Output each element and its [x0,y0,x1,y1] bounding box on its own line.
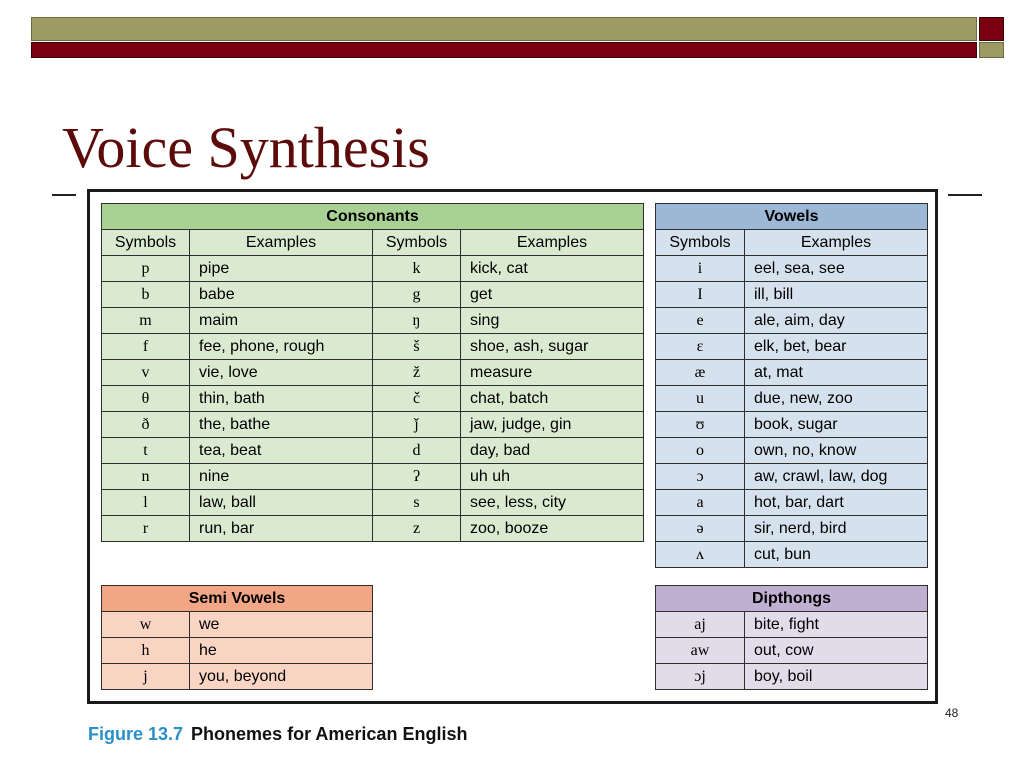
table-row [102,490,644,516]
phoneme-example: sir, nerd, bird [745,516,928,542]
table-row [102,412,644,438]
column-header: Examples [461,230,644,256]
phoneme-symbol: g [373,282,461,308]
table-row [656,464,928,490]
phoneme-symbol: u [656,386,745,412]
top-red-bar [31,42,977,58]
dipthongs-title: Dipthongs [656,586,928,612]
column-header: Examples [745,230,928,256]
consonants-table [101,203,644,542]
table-row [656,412,928,438]
table-row [656,282,928,308]
table-row [656,664,928,690]
table-row [656,490,928,516]
phoneme-example: jaw, judge, gin [461,412,644,438]
table-row [656,256,928,282]
table-row [656,308,928,334]
phoneme-symbol: I [656,282,745,308]
table-row [102,282,644,308]
phoneme-symbol: k [373,256,461,282]
table-row [102,516,644,542]
phoneme-symbol: č [373,386,461,412]
title-rule-left [52,194,76,196]
phoneme-symbol: aw [656,638,745,664]
phoneme-symbol: i [656,256,745,282]
phoneme-symbol: t [102,438,190,464]
phoneme-example: babe [190,282,373,308]
table-row [102,256,644,282]
table-row [102,308,644,334]
phoneme-symbol: n [102,464,190,490]
phoneme-example: at, mat [745,360,928,386]
phoneme-symbol: ε [656,334,745,360]
phoneme-symbol: l [102,490,190,516]
table-row [102,438,644,464]
dipthongs-table [655,585,928,690]
phoneme-example: aw, crawl, law, dog [745,464,928,490]
table-row [102,612,373,638]
phoneme-example: hot, bar, dart [745,490,928,516]
phoneme-symbol: θ [102,386,190,412]
table-row [656,516,928,542]
table-row [656,438,928,464]
phoneme-example: get [461,282,644,308]
phoneme-example: run, bar [190,516,373,542]
phoneme-symbol: o [656,438,745,464]
phoneme-example: we [190,612,373,638]
phoneme-symbol: ŋ [373,308,461,334]
slide-title: Voice Synthesis [62,115,430,180]
table-row [656,386,928,412]
phoneme-example: chat, batch [461,386,644,412]
phoneme-example: vie, love [190,360,373,386]
consonants-title: Consonants [102,204,644,230]
phoneme-symbol: ʔ [373,464,461,490]
phoneme-example: ill, bill [745,282,928,308]
phoneme-symbol: v [102,360,190,386]
table-row [102,638,373,664]
column-header: Symbols [373,230,461,256]
phoneme-example: due, new, zoo [745,386,928,412]
phoneme-example: own, no, know [745,438,928,464]
phoneme-symbol: b [102,282,190,308]
phoneme-example: sing [461,308,644,334]
corner-olive-square [979,42,1004,58]
phoneme-example: boy, boil [745,664,928,690]
figure-caption-text: Phonemes for American English [191,724,468,744]
table-row [102,664,373,690]
table-row [656,612,928,638]
phoneme-example: the, bathe [190,412,373,438]
phoneme-example: thin, bath [190,386,373,412]
phoneme-symbol: f [102,334,190,360]
phoneme-example: bite, fight [745,612,928,638]
phoneme-symbol: ʊ [656,412,745,438]
phoneme-example: pipe [190,256,373,282]
phoneme-symbol: d [373,438,461,464]
phoneme-symbol: j [102,664,190,690]
phoneme-example: elk, bet, bear [745,334,928,360]
table-row [656,334,928,360]
phoneme-symbol: z [373,516,461,542]
semi-vowels-table [101,585,373,690]
phoneme-example: kick, cat [461,256,644,282]
table-row [102,464,644,490]
phoneme-example: uh uh [461,464,644,490]
title-rule-right [948,194,982,196]
phoneme-example: tea, beat [190,438,373,464]
column-header: Examples [190,230,373,256]
phoneme-example: maim [190,308,373,334]
phoneme-symbol: h [102,638,190,664]
phoneme-symbol: ɔj [656,664,745,690]
phoneme-symbol: ɔ [656,464,745,490]
table-row [102,334,644,360]
column-header: Symbols [656,230,745,256]
phoneme-symbol: a [656,490,745,516]
table-row [656,638,928,664]
top-olive-bar [31,17,977,41]
figure-caption [88,724,467,745]
corner-red-square [979,17,1004,41]
phoneme-symbol: p [102,256,190,282]
phoneme-symbol: s [373,490,461,516]
phoneme-symbol: e [656,308,745,334]
phoneme-example: cut, bun [745,542,928,568]
table-row [656,360,928,386]
phoneme-symbol: ǰ [373,412,461,438]
phoneme-example: he [190,638,373,664]
phoneme-example: book, sugar [745,412,928,438]
phoneme-symbol: r [102,516,190,542]
phoneme-symbol: ð [102,412,190,438]
table-row [102,360,644,386]
phoneme-example: zoo, booze [461,516,644,542]
vowels-table [655,203,928,568]
phoneme-symbol: ž [373,360,461,386]
phoneme-example: ale, aim, day [745,308,928,334]
phoneme-symbol: æ [656,360,745,386]
phoneme-symbol: m [102,308,190,334]
page-number: 48 [945,706,959,720]
phoneme-example: measure [461,360,644,386]
phoneme-symbol: w [102,612,190,638]
phoneme-symbol: š [373,334,461,360]
phoneme-example: eel, sea, see [745,256,928,282]
table-row [656,542,928,568]
phoneme-example: law, ball [190,490,373,516]
phoneme-example: see, less, city [461,490,644,516]
phoneme-symbol: ə [656,516,745,542]
figure-number: Figure 13.7 [88,724,184,744]
phoneme-example: you, beyond [190,664,373,690]
phoneme-example: shoe, ash, sugar [461,334,644,360]
phoneme-example: fee, phone, rough [190,334,373,360]
semi-vowels-title: Semi Vowels [102,586,373,612]
phoneme-symbol: aj [656,612,745,638]
table-row [102,386,644,412]
column-header: Symbols [102,230,190,256]
phoneme-symbol: ʌ [656,542,745,568]
phoneme-example: out, cow [745,638,928,664]
phoneme-example: nine [190,464,373,490]
vowels-title: Vowels [656,204,928,230]
phoneme-example: day, bad [461,438,644,464]
